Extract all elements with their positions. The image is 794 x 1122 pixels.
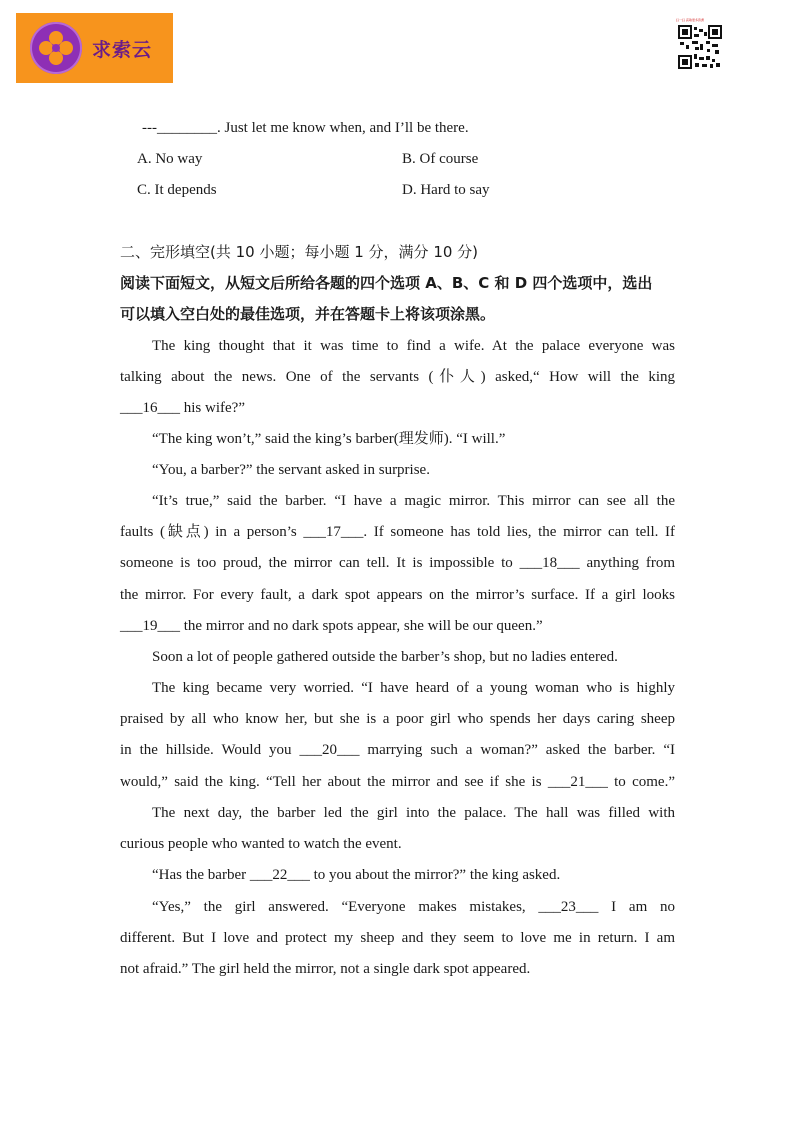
passage-line: curious people who wanted to watch the event. bbox=[120, 836, 402, 852]
passage-line: The king became very worried. “I have heard of a young woman who is highly bbox=[152, 680, 675, 696]
passage-line: different. But I love and protect my sheep and they seem to love me in return. I am bbox=[120, 930, 675, 946]
instruction-line: 阅读下面短文，从短文后所给各题的四个选项 A、B、C 和 D 四个选项中，选出 bbox=[120, 274, 653, 292]
logo-flower-icon bbox=[30, 22, 82, 74]
passage-line: “It’s true,” said the barber. “I have a magic mirror. This mirror can see all the bbox=[152, 493, 675, 509]
passage-line: talking about the news. One of the servants (仆人) asked,“ How will the king bbox=[120, 369, 675, 385]
passage-line: “Yes,” the girl answered. “Everyone makes mistakes, ___23___ I am no bbox=[152, 899, 675, 915]
passage-line: in the hillside. Would you ___20___ marrying such a woman?” asked the barber. “I bbox=[120, 742, 675, 758]
passage-line: not afraid.” The girl held the mirror, not a single dark spot appeared. bbox=[120, 961, 531, 977]
qr-code-icon[interactable] bbox=[677, 18, 723, 72]
option-b: B. Of course bbox=[402, 151, 479, 167]
passage-line: would,” said the king. “Tell her about the mirror and see if she is ___21___ to come.” bbox=[120, 774, 675, 790]
passage-line: someone is too proud, the mirror can tell. It is impossible to ___18___ anything from bbox=[120, 555, 675, 571]
section-title: 二、完形填空(共 10 小题；每小题 1 分，满分 10 分) bbox=[120, 243, 479, 261]
question-stem: ---________. Just let me know when, and I’ll be there. bbox=[142, 120, 469, 136]
passage-line: Soon a lot of people gathered outside the barber’s shop, but no ladies entered. bbox=[152, 649, 618, 665]
passage-line: ___19___ the mirror and no dark spots appear, she will be our queen.” bbox=[120, 618, 543, 634]
passage-line: “You, a barber?” the servant asked in surprise. bbox=[152, 462, 430, 478]
option-d: D. Hard to say bbox=[402, 182, 490, 198]
instruction-line: 可以填入空白处的最佳选项，并在答题卡上将该项涂黑。 bbox=[120, 305, 496, 323]
option-a: A. No way bbox=[137, 151, 203, 167]
passage-line: The king thought that it was time to find a wife. At the palace everyone was bbox=[152, 338, 675, 354]
passage-line: The next day, the barber led the girl into the palace. The hall was filled with bbox=[152, 805, 675, 821]
passage-line: ___16___ his wife?” bbox=[120, 400, 245, 416]
passage-line: praised by all who know her, but she is a poor girl who spends her days caring sheep bbox=[120, 711, 675, 727]
passage-line: faults (缺点) in a person’s ___17___. If someone has told lies, the mirror can tell. If bbox=[120, 524, 675, 540]
passage-line: “Has the barber ___22___ to you about the mirror?” the king asked. bbox=[152, 867, 561, 883]
option-c: C. It depends bbox=[137, 182, 217, 198]
qr-caption: 扫一扫 获取更多资源 bbox=[676, 18, 704, 22]
logo-text: 求索云 bbox=[92, 38, 153, 61]
passage-line: the mirror. For every fault, a dark spot appears on the mirror’s surface. If a girl looks bbox=[120, 587, 675, 603]
logo bbox=[16, 13, 173, 83]
passage-line: “The king won’t,” said the king’s barber(理发师). “I will.” bbox=[152, 431, 506, 447]
